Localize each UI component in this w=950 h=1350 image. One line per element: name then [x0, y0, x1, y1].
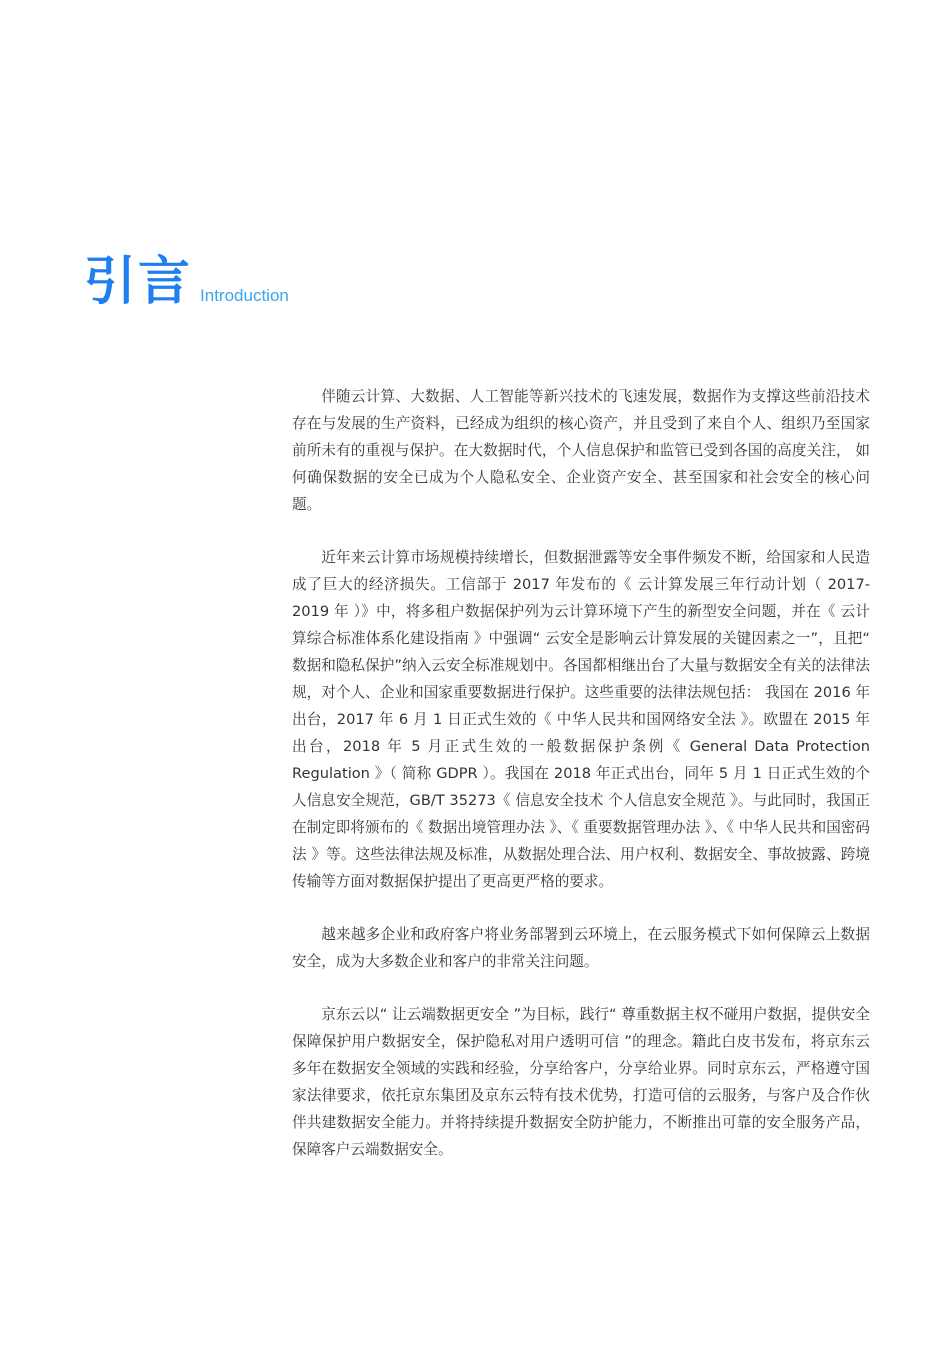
paragraph-2: 近年来云计算市场规模持续增长，但数据泄露等安全事件频发不断，给国家和人民造成了巨大的经济损失。工信部于 2017 年发布的《 云计算发展三年行动计划（ 2017-2019 年 ）》中，将多租户数据保护列为云计算环境下产生的新型安全问题，并在《 云计算综合标准体系化建设指南 》中强调“ 云安全是影响云计算发展的关键因素之一”，且把“ 数据和隐私保护”纳入云安全标准规划中。各国都相继出台了大量与数据安全有关的法律法规，对个人、企业和国家重要数据进行保护。这些重要的法律法规包括： 我国在 2016 年出台，2017 年 6 月 1 日正式生效的《 中华人民共和国网络安全法 》。欧盟在 2015 年出台，2018 年 5 月正式生效的一般数据保护条例《 General Data Protection Regulation 》（ 简称 GDPR ）。我国在 2018 年正式出台，同年 5 月 1 日正式生效的个人信息安全规范，GB/T 35273《 信息安全技术 个人信息安全规范 》。与此同时，我国正在制定即将颁布的《 数据出境管理办法 》、《 重要数据管理办法 》、《 中华人民共和国密码法 》等。这些法律法规及标准，从数据处理合法、用户权利、数据安全、事故披露、跨境传输等方面对数据保护提出了更高更严格的要求。: [292, 549, 870, 890]
paragraph-3: 越来越多企业和政府客户将业务部署到云环境上，在云服务模式下如何保障云上数据安全，成为大多数企业和客户的非常关注问题。: [292, 926, 870, 970]
introduction-body: [292, 383, 870, 1189]
heading-title-english: Introduction: [200, 286, 289, 305]
section-heading: [84, 250, 289, 310]
heading-title-chinese: 引言: [84, 252, 193, 312]
paragraph-1: 伴随云计算、大数据、人工智能等新兴技术的飞速发展，数据作为支撑这些前沿技术存在与发展的生产资料，已经成为组织的核心资产，并且受到了来自个人、组织乃至国家前所未有的重视与保护。在大数据时代，个人信息保护和监管已受到各国的高度关注， 如何确保数据的安全已成为个人隐私安全、企业资产安全、甚至国家和社会安全的核心问题。: [292, 388, 870, 513]
paragraph-4: 京东云以“ 让云端数据更安全 ”为目标，践行“ 尊重数据主权不碰用户数据，提供安全保障保护用户数据安全，保护隐私对用户透明可信 ”的理念。籍此白皮书发布，将京东云多年在数据安全领域的实践和经验，分享给客户，分享给业界。同时京东云，严格遵守国家法律要求，依托京东集团及京东云特有技术优势，打造可信的云服务，与客户及合作伙伴共建数据安全能力。并将持续提升数据安全防护能力，不断推出可靠的安全服务产品，保障客户云端数据安全。: [292, 1006, 870, 1158]
